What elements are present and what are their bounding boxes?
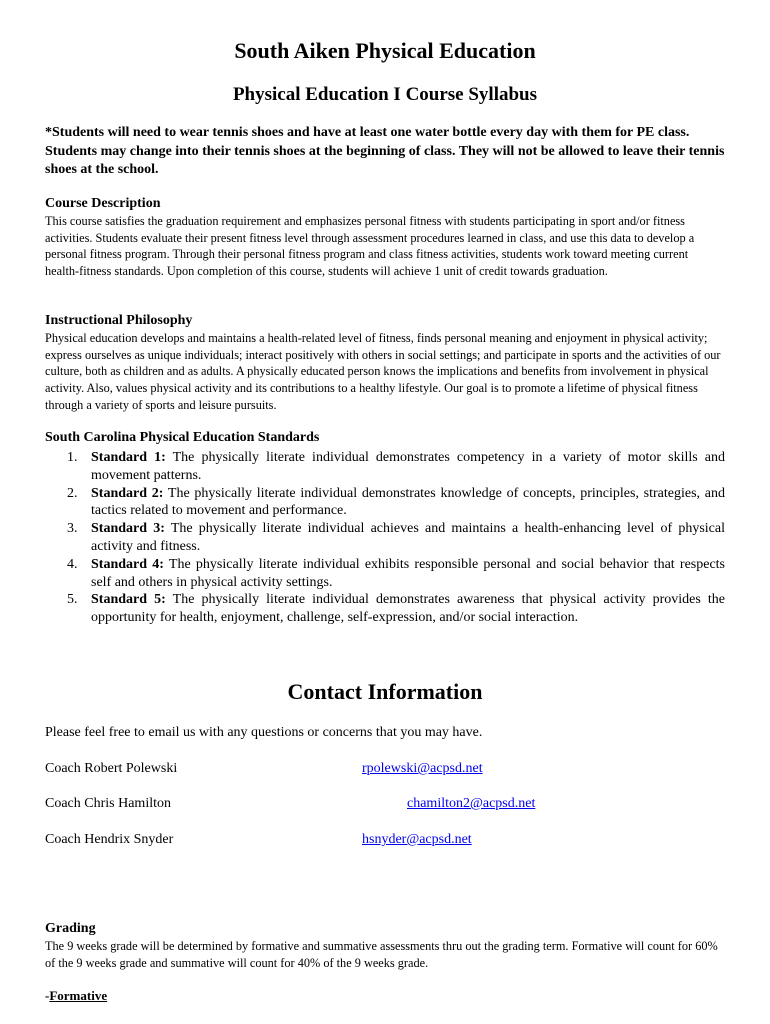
standard-text: The physically literate individual demonstrates competency in a variety of motor skills and movement patterns. [91, 450, 725, 483]
standard-item [45, 556, 725, 592]
coach-name-hamilton: Coach Chris Hamilton [45, 796, 171, 811]
formative-label: Formative [49, 988, 108, 1003]
standard-label: Standard 2: [91, 485, 164, 501]
standard-number: 3. [67, 521, 78, 537]
coach-name-snyder: Coach Hendrix Snyder [45, 832, 174, 847]
contact-heading: Contact Information [287, 679, 483, 704]
standard-label: Standard 4: [91, 556, 164, 572]
standard-number: 1. [67, 450, 78, 465]
school-title: South Aiken Physical Education [234, 38, 536, 63]
email-link-snyder[interactable]: hsnyder@acpsd.net [362, 832, 472, 847]
formative-prefix: - [45, 988, 50, 1003]
standards-heading: South Carolina Physical Education Standards [45, 430, 320, 445]
standard-label: Standard 1: [91, 450, 166, 465]
standard-text: The physically literate individual demonstrates knowledge of concepts, principles, strategies, and tactics related to movement and performance. [91, 485, 726, 519]
email-link-hamilton[interactable]: chamilton2@acpsd.net [407, 796, 536, 811]
standard-number: 2. [67, 485, 78, 501]
coach-name-polewski: Coach Robert Polewski [45, 761, 178, 776]
standard-number: 5. [67, 592, 78, 608]
contact-intro: Please feel free to email us with any questions or concerns that you may have. [45, 725, 483, 740]
standards-list [45, 449, 725, 627]
grading-heading: Grading [45, 921, 96, 936]
standard-label: Standard 3: [91, 521, 165, 537]
standard-text: The physically literate individual exhibits responsible personal and social behavior that respects self and others in physical activity settings. [91, 556, 725, 590]
standard-item [45, 520, 725, 556]
standard-label: Standard 5: [91, 592, 166, 608]
email-link-polewski[interactable]: rpolewski@acpsd.net [362, 761, 483, 776]
instructional-philosophy-text: Physical education develops and maintains a health-related level of fitness, finds personal meaning and enjoyment in physical activity; express ourselves as unique individuals; interact positively with others in social settings; and participate in sports and the activities of our culture, both as children and as adults. A physically educated person knows the implications and benefits from involvement in physical activity. Also, values physical activity and its contributions to a healthy lifestyle. Our goal is to promote a lifetime of physical fitness through a variety of sports and leisure pursuits. [45, 331, 721, 412]
course-description-heading: Course Description [45, 196, 161, 211]
standard-item [45, 591, 725, 627]
instructional-philosophy-heading: Instructional Philosophy [45, 313, 193, 328]
tennis-shoes-notice: *Students will need to wear tennis shoes and have at least one water bottle every day with them for PE class. Students may change into their tennis shoes at the beginning of class. They will not be allowed to leave their tennis shoes at the school. [45, 125, 725, 177]
syllabus-title: Physical Education I Course Syllabus [232, 84, 538, 105]
course-description-text: This course satisfies the graduation requirement and emphasizes personal fitness with students participating in sport and/or fitness activities. Students evaluate their present fitness level through assessment procedures learned in class, and use this data to develop a personal fitness program. Through their personal fitness program and class fitness activities, students work toward meeting current health-fitness standards. Upon completion of this course, students will achieve 1 unit of credit towards graduation. [45, 214, 695, 279]
standard-item [45, 485, 725, 521]
standard-text: The physically literate individual achieves and maintains a health-enhancing level of physical activity and fitness. [91, 521, 725, 554]
standard-number: 4. [67, 556, 78, 572]
standard-text: The physically literate individual demonstrates awareness that physical activity provides the opportunity for health, enjoyment, challenge, self-expression, and/or social interaction. [91, 592, 725, 626]
formative-subheading [45, 988, 107, 1004]
standard-item [45, 449, 725, 485]
grading-text: The 9 weeks grade will be determined by formative and summative assessments thru out the grading term. Formative will count for 60% of the 9 weeks grade and summative will count for 40% of the 9 weeks grade. [45, 939, 718, 970]
